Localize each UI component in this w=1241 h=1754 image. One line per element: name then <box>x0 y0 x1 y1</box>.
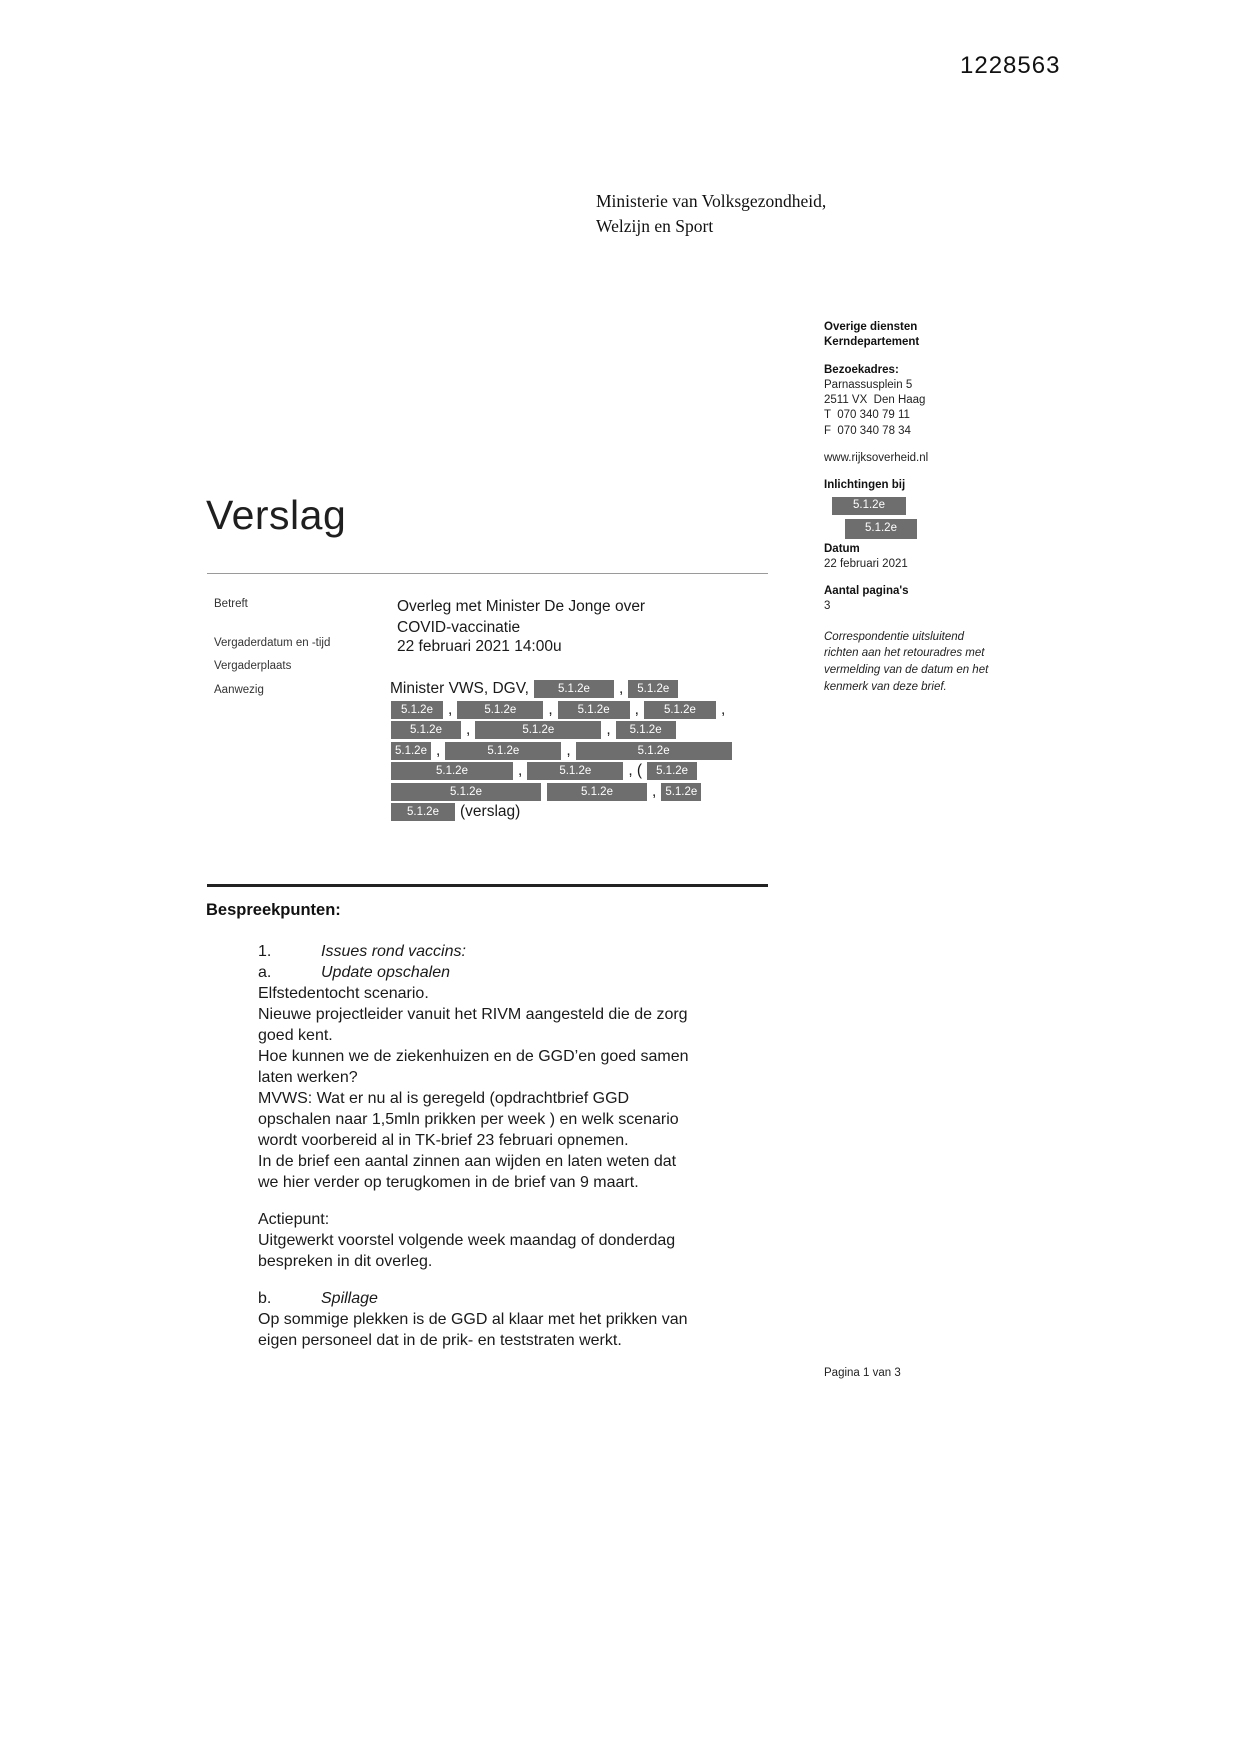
redaction-box: 5.1.2e <box>661 783 701 801</box>
redaction-box: 5.1.2e <box>558 701 630 719</box>
paragraph-text: Elfstedentocht scenario. <box>258 985 429 1002</box>
sidebar-spacer <box>824 439 994 451</box>
redaction-box: 5.1.2e <box>391 803 455 821</box>
attendees-text: , <box>618 680 624 697</box>
betreft-line1: Overleg met Minister De Jonge over <box>397 598 646 615</box>
body-paragraph <box>258 962 818 983</box>
paragraph-text: Nieuwe projectleider vanuit het RIVM aangesteld die de zorg <box>258 1006 688 1023</box>
betreft-line2: COVID-vaccinatie <box>397 619 521 636</box>
paragraph-text: Spillage <box>321 1290 378 1307</box>
redaction-box: 5.1.2e <box>527 762 623 780</box>
paragraph-text: Hoe kunnen we de ziekenhuizen en de GGD’en goed samen <box>258 1048 689 1065</box>
attendees-list <box>388 680 788 824</box>
sidebar-spacer <box>824 615 994 627</box>
body-paragraph <box>258 1088 818 1109</box>
attendees-text: , <box>652 782 657 800</box>
paragraph-text: wordt voorbereid al in TK-brief 23 februari opnemen. <box>258 1132 629 1149</box>
document-title: Verslag <box>206 492 347 538</box>
divider-thick <box>207 884 768 887</box>
visit-address-label: Bezoekadres: <box>824 363 899 376</box>
attendees-text: , <box>566 741 571 759</box>
correspondence-note: Correspondentie uitsluitend richten aan het retouradres met vermelding van de datum en het kenmerk van deze brief. <box>824 630 992 693</box>
body-paragraph <box>258 1172 818 1193</box>
attendees-row <box>388 803 788 821</box>
ministry-line2: Welzijn en Sport <box>596 215 714 236</box>
address-line-street: Parnassusplein 5 <box>824 378 913 391</box>
sidebar-spacer <box>824 351 994 363</box>
attendees-text: Minister VWS, DGV, <box>390 680 529 697</box>
redaction-box: 5.1.2e <box>391 783 541 801</box>
redaction-box: 5.1.2e <box>391 742 431 760</box>
inquiries-label: Inlichtingen bij <box>824 479 906 492</box>
attendees-row <box>388 680 788 698</box>
paragraph-text: Actiepunt: <box>258 1211 330 1228</box>
redaction-box: 5.1.2e <box>391 762 513 780</box>
redaction-box: 5.1.2e <box>475 721 601 739</box>
body-paragraph <box>258 1109 818 1130</box>
attendees-text: (verslag) <box>460 803 521 820</box>
sidebar-dept-line2: Kerndepartement <box>824 336 920 349</box>
redaction-box: 5.1.2e <box>647 762 697 780</box>
document-number: 1228563 <box>960 52 1061 79</box>
list-marker: a. <box>258 964 272 981</box>
field-value-vergaderdatum: 22 februari 2021 14:00u <box>397 638 562 655</box>
attendees-text: , <box>518 762 523 779</box>
paragraph-text: MVWS: Wat er nu al is geregeld (opdrachtbrief GGD <box>258 1090 630 1107</box>
attendees-text: , <box>720 700 726 718</box>
redaction-box: 5.1.2e <box>616 721 676 739</box>
sidebar-dept-line1: Overige diensten <box>824 321 918 333</box>
redaction-box: 5.1.2e <box>534 680 614 698</box>
section-title: Bespreekpunten: <box>206 901 341 919</box>
body-paragraph <box>258 1288 818 1309</box>
page-count-label: Aantal pagina's <box>824 585 909 598</box>
paragraph-text: Update opschalen <box>321 964 450 981</box>
paragraph-text: goed kent. <box>258 1027 333 1044</box>
redaction-box: 5.1.2e <box>832 497 906 515</box>
body-paragraph <box>258 941 818 962</box>
attendees-row <box>388 701 788 719</box>
redaction-box: 5.1.2e <box>628 680 678 698</box>
body-paragraph <box>258 1067 818 1088</box>
attendees-text: , <box>448 700 453 718</box>
field-label-vergaderdatum: Vergaderdatum en -tijd <box>214 637 331 649</box>
divider-thin <box>207 573 768 574</box>
attendees-text: , <box>634 700 639 718</box>
address-line-phone: T 070 340 79 11 <box>824 409 910 422</box>
attendees-text: , <box>466 721 471 738</box>
paragraph-text: Uitgewerkt voorstel volgende week maandag of donderdag <box>258 1232 676 1249</box>
body-paragraph <box>258 1046 818 1067</box>
body-paragraph <box>258 1209 818 1230</box>
redaction-box: 5.1.2e <box>547 783 647 801</box>
redaction-box: 5.1.2e <box>845 519 917 539</box>
body-paragraph <box>258 1330 818 1351</box>
redaction-box: 5.1.2e <box>576 742 732 760</box>
redaction-box: 5.1.2e <box>644 701 716 719</box>
attendees-row <box>388 721 788 739</box>
page-footer: Pagina 1 van 3 <box>824 1367 901 1379</box>
paragraph-text: Issues rond vaccins: <box>321 943 466 960</box>
redaction-box: 5.1.2e <box>457 701 543 719</box>
list-marker: b. <box>258 1290 272 1307</box>
address-line-fax: F 070 340 78 34 <box>824 424 911 437</box>
body-paragraph <box>258 1004 818 1025</box>
redaction-box: 5.1.2e <box>391 701 443 719</box>
page-count-value: 3 <box>824 600 831 613</box>
redaction-box: 5.1.2e <box>445 742 561 760</box>
attendees-text: , <box>436 741 441 759</box>
paragraph-text: eigen personeel dat in de prik- en teststraten werkt. <box>258 1332 622 1349</box>
ministry-name <box>596 189 826 238</box>
paragraph-text: bespreken in dit overleg. <box>258 1253 433 1270</box>
sidebar <box>824 320 994 695</box>
date-label: Datum <box>824 542 860 555</box>
body-paragraph <box>258 1151 818 1172</box>
attendees-text: , ( <box>628 762 643 779</box>
paragraph-text: laten werken? <box>258 1069 358 1086</box>
sidebar-spacer <box>824 572 994 584</box>
attendees-row <box>388 742 788 760</box>
body-paragraph <box>258 983 818 1004</box>
attendees-row <box>388 762 788 780</box>
field-label-aanwezig: Aanwezig <box>214 684 264 696</box>
body-paragraph <box>258 1251 818 1272</box>
redaction-box: 5.1.2e <box>391 721 461 739</box>
list-marker: 1. <box>258 943 272 960</box>
paragraph-text: we hier verder op terugkomen in de brief van 9 maart. <box>258 1174 639 1191</box>
field-value-betreft <box>397 596 645 638</box>
body-paragraph <box>258 1025 818 1046</box>
address-line-city: 2511 VX Den Haag <box>824 394 926 407</box>
body-paragraph <box>258 1130 818 1151</box>
paragraph-text: In de brief een aantal zinnen aan wijden en laten weten dat <box>258 1153 677 1170</box>
website-text: www.rijksoverheid.nl <box>824 451 929 464</box>
paragraph-text: Op sommige plekken is de GGD al klaar met het prikken van <box>258 1311 688 1328</box>
attendees-text: , <box>548 700 553 718</box>
body-text <box>258 941 818 1351</box>
field-label-betreft: Betreft <box>214 598 248 610</box>
field-label-vergaderplaats: Vergaderplaats <box>214 660 292 672</box>
date-value: 22 februari 2021 <box>824 557 908 570</box>
attendees-text: , <box>606 721 611 738</box>
attendees-row <box>388 783 788 801</box>
body-paragraph <box>258 1230 818 1251</box>
body-paragraph <box>258 1309 818 1330</box>
ministry-line1: Ministerie van Volksgezondheid, <box>596 191 827 211</box>
sidebar-spacer <box>824 466 994 478</box>
paragraph-text: opschalen naar 1,5mln prikken per week ) en welk scenario <box>258 1111 679 1128</box>
